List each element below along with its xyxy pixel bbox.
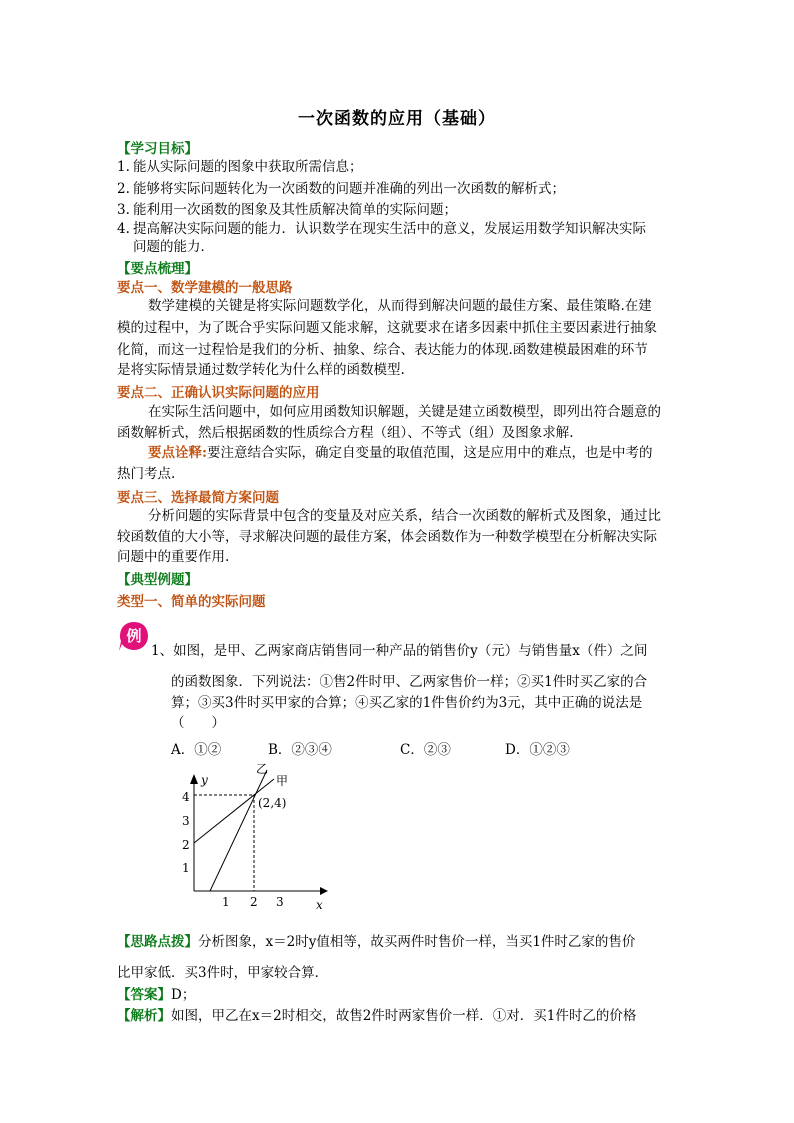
y-tick-label: 1 bbox=[182, 861, 190, 875]
objective-item bbox=[117, 220, 646, 238]
objectives-header: 【学习目标】 bbox=[117, 141, 198, 157]
option-d: D．①②③ bbox=[505, 742, 570, 758]
answer-label: 【答案】 bbox=[117, 987, 171, 1003]
function-graph bbox=[170, 760, 340, 920]
point2-note-cont: 热门考点. bbox=[117, 466, 176, 482]
objective-continuation: 问题的能力． bbox=[133, 239, 214, 255]
y-axis-label: y bbox=[201, 773, 208, 787]
line-yi bbox=[210, 770, 267, 891]
answer-line bbox=[117, 986, 195, 1004]
point3-title: 要点三、选择最简方案问题 bbox=[117, 490, 279, 506]
point3-line: 较函数值的大小等，寻求解决问题的最佳方案，体会函数作为一种数学模型在分析解决实际 bbox=[117, 529, 657, 545]
objective-item bbox=[117, 158, 363, 176]
point1-line: 是将实际情景通过数学转化为什么样的函数模型. bbox=[117, 362, 405, 378]
analysis-line bbox=[117, 1007, 636, 1025]
line-jia-label: 甲 bbox=[276, 774, 289, 788]
note-text: 要注意结合实际，确定自变量的取值范围，这是应用中的难点，也是中考的 bbox=[206, 445, 653, 461]
y-tick-label: 4 bbox=[182, 790, 190, 804]
objective-text: 提高解决实际问题的能力．认识数学在现实生活中的意义，发展运用数学知识解决实际 bbox=[133, 221, 646, 237]
point2-line: 在实际生活问题中，如何应用函数知识解题，关键是建立函数模型，即列出符合题意的 bbox=[148, 404, 661, 420]
example-badge-icon bbox=[118, 620, 150, 652]
x-tick-label: 3 bbox=[276, 895, 284, 909]
objective-text: 能够将实际问题转化为一次函数的问题并准确的列出一次函数的解析式； bbox=[133, 181, 565, 197]
hint-line bbox=[117, 933, 635, 951]
point1-line: 模的过程中，为了既合乎实际问题又能求解，这就要求在诸多因素中抓住主要因素进行抽象 bbox=[117, 320, 657, 336]
point1-line: 化简，而这一过程恰是我们的分析、抽象、综合、表达能力的体现.函数建模最困难的环节 bbox=[117, 342, 648, 358]
analysis-text: 如图，甲乙在x＝2时相交，故售2件时两家售价一样．①对．买1件时乙的价格 bbox=[171, 1008, 637, 1024]
point1-title: 要点一、数学建模的一般思路 bbox=[117, 280, 293, 296]
examples-header: 【典型例题】 bbox=[117, 572, 198, 588]
point3-line: 分析问题的实际背景中包含的变量及对应关系，结合一次函数的解析式及图象，通过比 bbox=[148, 508, 661, 524]
type1-title: 类型一、简单的实际问题 bbox=[117, 594, 266, 610]
x-axis-label: x bbox=[316, 898, 323, 912]
line-jia bbox=[194, 779, 274, 843]
example-line: 的函数图象．下列说法：①售2件时甲、乙两家售价一样；②买1件时买乙家的合 bbox=[171, 674, 648, 690]
answer-text: D； bbox=[171, 987, 196, 1003]
x-tick-label: 2 bbox=[250, 895, 258, 909]
y-tick-label: 2 bbox=[182, 838, 190, 852]
x-tick-label: 1 bbox=[222, 895, 230, 909]
objective-item bbox=[117, 201, 457, 219]
objective-item bbox=[117, 180, 565, 198]
example-line: （ ） bbox=[171, 715, 225, 731]
point2-line: 函数解析式，然后根据函数的性质综合方程（组）、不等式（组）及图象求解. bbox=[117, 425, 574, 441]
point1-line: 数学建模的关键是将实际问题数学化，从而得到解决问题的最佳方案、最佳策略.在建 bbox=[148, 298, 652, 314]
hint-continuation: 比甲家低．买3件时，甲家较合算． bbox=[117, 965, 329, 981]
summary-header: 【要点梳理】 bbox=[117, 261, 198, 277]
point2-note bbox=[148, 444, 652, 462]
intersection-label: (2,4) bbox=[258, 796, 287, 810]
option-a: A．①② bbox=[171, 742, 222, 758]
objective-text: 能利用一次函数的图象及其性质解决简单的实际问题； bbox=[133, 202, 457, 218]
option-b: B．②③④ bbox=[268, 742, 332, 758]
point2-title: 要点二、正确认识实际问题的应用 bbox=[117, 385, 320, 401]
analysis-label: 【解析】 bbox=[117, 1008, 171, 1024]
objective-number: 1. bbox=[117, 159, 130, 175]
line-yi-label: 乙 bbox=[256, 762, 269, 776]
hint-text: 分析图象，x＝2时y值相等，故买两件时售价一样，当买1件时乙家的售价 bbox=[198, 934, 636, 950]
page-title: 一次函数的应用（基础） bbox=[298, 109, 496, 129]
option-c: C．②③ bbox=[400, 742, 451, 758]
x-axis-arrow-icon bbox=[320, 887, 328, 895]
objective-number: 3. bbox=[117, 202, 130, 218]
point3-line: 问题中的重要作用. bbox=[117, 549, 230, 565]
example-line: 算；③买3件时买甲家的合算；④买乙家的1件售价约为3元，其中正确的说法是 bbox=[171, 695, 643, 711]
objective-number: 4. bbox=[117, 221, 130, 237]
objective-number: 2. bbox=[117, 181, 130, 197]
y-axis-arrow-icon bbox=[190, 774, 198, 784]
y-tick-label: 3 bbox=[182, 814, 190, 828]
hint-label: 【思路点拨】 bbox=[117, 934, 198, 950]
objective-text: 能从实际问题的图象中获取所需信息； bbox=[133, 159, 363, 175]
example-badge-text: 例 bbox=[126, 627, 142, 645]
note-label: 要点诠释: bbox=[148, 445, 207, 461]
example-line: 1、如图，是甲、乙两家商店销售同一种产品的销售价y（元）与销售量x（件）之间 bbox=[151, 643, 648, 659]
